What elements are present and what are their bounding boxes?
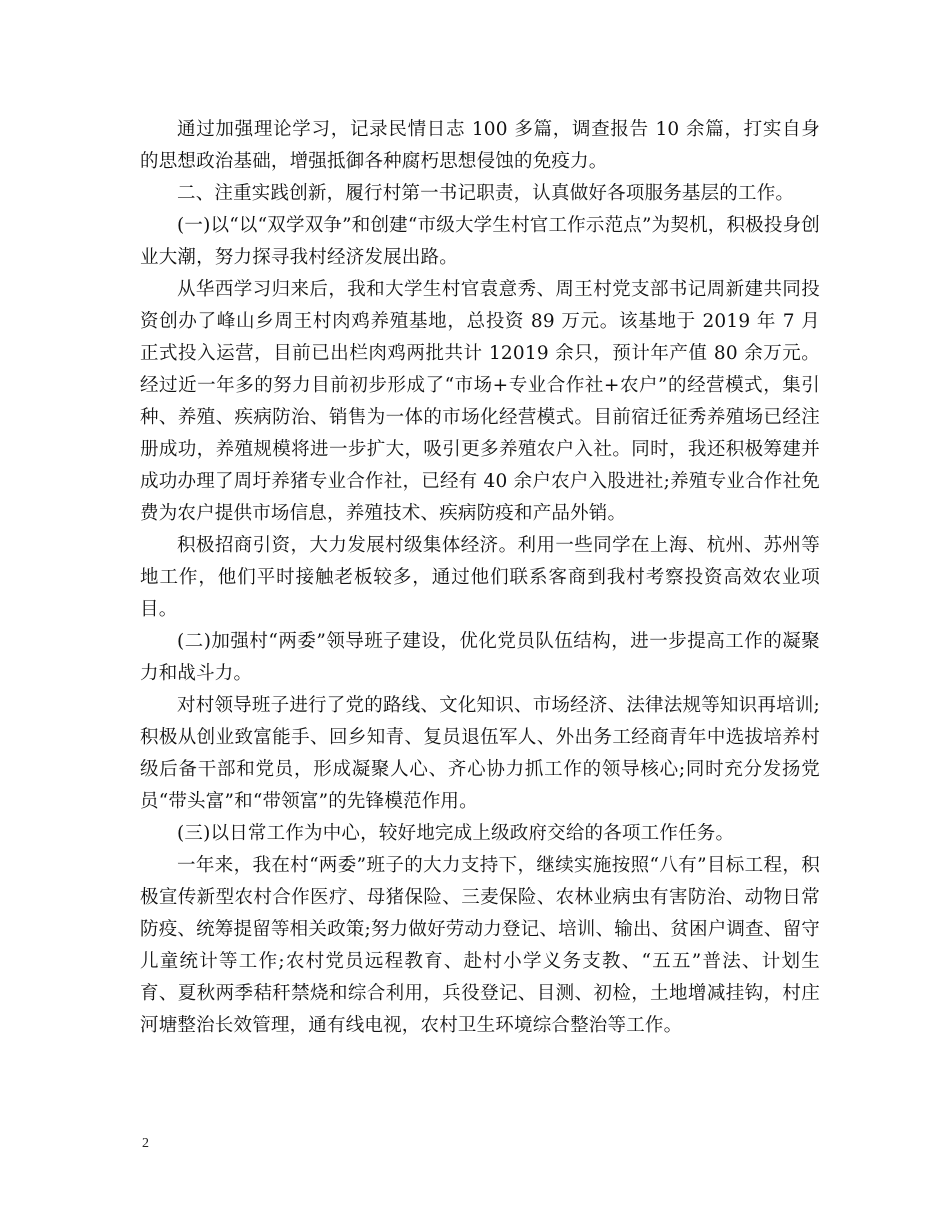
subsection-heading: (三)以日常工作为中心，较好地完成上级政府交给的各项工作任务。: [177, 823, 735, 844]
section-heading: 二、注重实践创新，履行村第一书记职责，认真做好各项服务基层的工作。: [177, 183, 795, 204]
subsection-heading: (二)加强村“两委”领导班子建设，优化党员队伍结构，进一步提高工作的凝聚力和战斗力。: [140, 631, 820, 684]
document-body: [140, 114, 820, 1042]
paragraph: 对村领导班子进行了党的路线、文化知识、市场经济、法律法规等知识再培训;积极从创业致富能手、回乡知青、复员退伍军人、外出务工经商青年中选拔培养村级后备干部和党员，形成凝聚人心、齐心协力抓工作的领导核心;同时充分发扬党员“带头富”和“带领富”的先锋模范作用。: [140, 695, 820, 812]
subsection-heading: (一)以“以“双学双争”和创建“市级大学生村官工作示范点”为契机，积极投身创业大潮，努力探寻我村经济发展出路。: [140, 215, 820, 268]
page-number: 2: [142, 1136, 149, 1151]
paragraph: 从华西学习归来后，我和大学生村官袁意秀、周王村党支部书记周新建共同投资创办了峰山乡周王村肉鸡养殖基地，总投资 89 万元。该基地于 2019 年 7 月正式投入运营，目前已出栏肉鸡两批共计 12019 余只，预计年产值 80 余万元。经过近一年多的努力目前初步形成了“市场+专业合作社+农户”的经营模式，集引种、养殖、疾病防治、销售为一体的市场化经营模式。目前宿迁征秀养殖场已经注册成功，养殖规模将进一步扩大，吸引更多养殖农户入社。同时，我还积极筹建并成功办理了周圩养猪专业合作社，已经有 40 余户农户入股进社;养殖专业合作社免费为农户提供市场信息，养殖技术、疾病防疫和产品外销。: [140, 279, 820, 524]
paragraph: 通过加强理论学习，记录民情日志 100 多篇，调查报告 10 余篇，打实自身的思想政治基础，增强抵御各种腐朽思想侵蚀的免疫力。: [140, 119, 820, 172]
paragraph: 积极招商引资，大力发展村级集体经济。利用一些同学在上海、杭州、苏州等地工作，他们平时接触老板较多，通过他们联系客商到我村考察投资高效农业项目。: [140, 535, 820, 620]
paragraph: 一年来，我在村“两委”班子的大力支持下，继续实施按照“八有”目标工程，积极宣传新型农村合作医疗、母猪保险、三麦保险、农林业病虫有害防治、动物日常防疫、统筹提留等相关政策;努力做好劳动力登记、培训、输出、贫困户调查、留守儿童统计等工作;农村党员远程教育、赴村小学义务支教、“五五”普法、计划生育、夏秋两季秸秆禁烧和综合利用，兵役登记、目测、初检，土地增减挂钩，村庄河塘整治长效管理，通有线电视，农村卫生环境综合整治等工作。: [140, 855, 820, 1036]
